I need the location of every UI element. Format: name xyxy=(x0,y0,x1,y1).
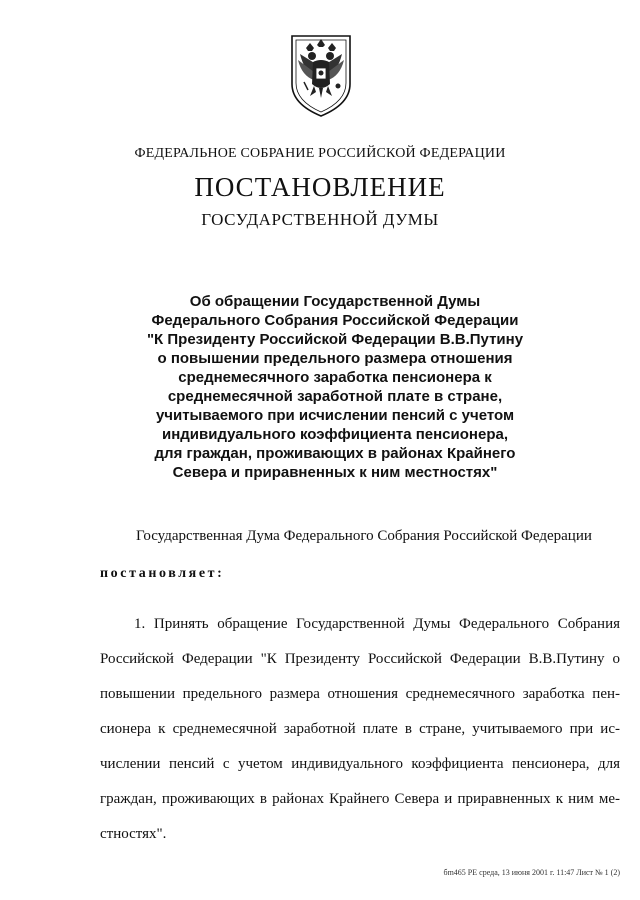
document-type: ПОСТАНОВЛЕНИЕ xyxy=(194,172,446,202)
item-line: повышении предельного размера отношения среднемесячного заработка пен- xyxy=(100,686,620,702)
item-line: числении пенсий с учетом индивидуального коэффициента пенсионера, для xyxy=(100,756,620,772)
subject-line: для граждан, проживающих в районах Крайнего xyxy=(154,445,516,462)
subject-line: среднемесячной заработной плате в стране, xyxy=(167,388,503,405)
item-line: граждан, проживающих в районах Крайнего Севера и приравненных к ним ме- xyxy=(100,791,620,807)
organization-name: ФЕДЕРАЛЬНОЕ СОБРАНИЕ РОССИЙСКОЙ ФЕДЕРАЦИИ xyxy=(134,146,506,161)
resolution-item-1 xyxy=(100,614,620,859)
subject-line: Об обращении Государственной Думы xyxy=(189,293,481,310)
subject-line: среднемесячного заработка пенсионера к xyxy=(178,369,492,386)
item-line: 1. Принять обращение Государственной Думы Федерального Собрания xyxy=(134,616,620,632)
item-line: Российской Федерации "К Президенту Российской Федерации В.В.Путину о xyxy=(100,651,620,667)
decrees-word: постановляет: xyxy=(100,566,225,581)
subject-line: учитываемого при исчислении пенсий с учетом xyxy=(155,407,515,424)
subject-line: о повышении предельного размера отношения xyxy=(157,350,513,367)
subject-line: Севера и приравненных к ним местностях" xyxy=(172,464,498,481)
issuer-name: ГОСУДАРСТВЕННОЙ ДУМЫ xyxy=(201,210,439,229)
item-line: сионера к среднемесячной заработной плате в стране, учитываемого при ис- xyxy=(100,721,620,737)
footer-stamp: бm465 РЕ среда, 13 июня 2001 г. 11:47 Лист № 1 (2) xyxy=(443,868,620,877)
preamble: Государственная Дума Федерального Собрания Российской Федерации xyxy=(136,528,592,544)
resolution-subject xyxy=(100,292,570,482)
subject-line: Федерального Собрания Российской Федерации xyxy=(151,312,519,329)
item-line: стностях". xyxy=(100,826,167,842)
subject-line: индивидуального коэффициента пенсионера, xyxy=(161,426,508,443)
subject-line: "К Президенту Российской Федерации В.В.Путину xyxy=(146,331,524,348)
russian-coat-of-arms-icon xyxy=(286,32,356,118)
